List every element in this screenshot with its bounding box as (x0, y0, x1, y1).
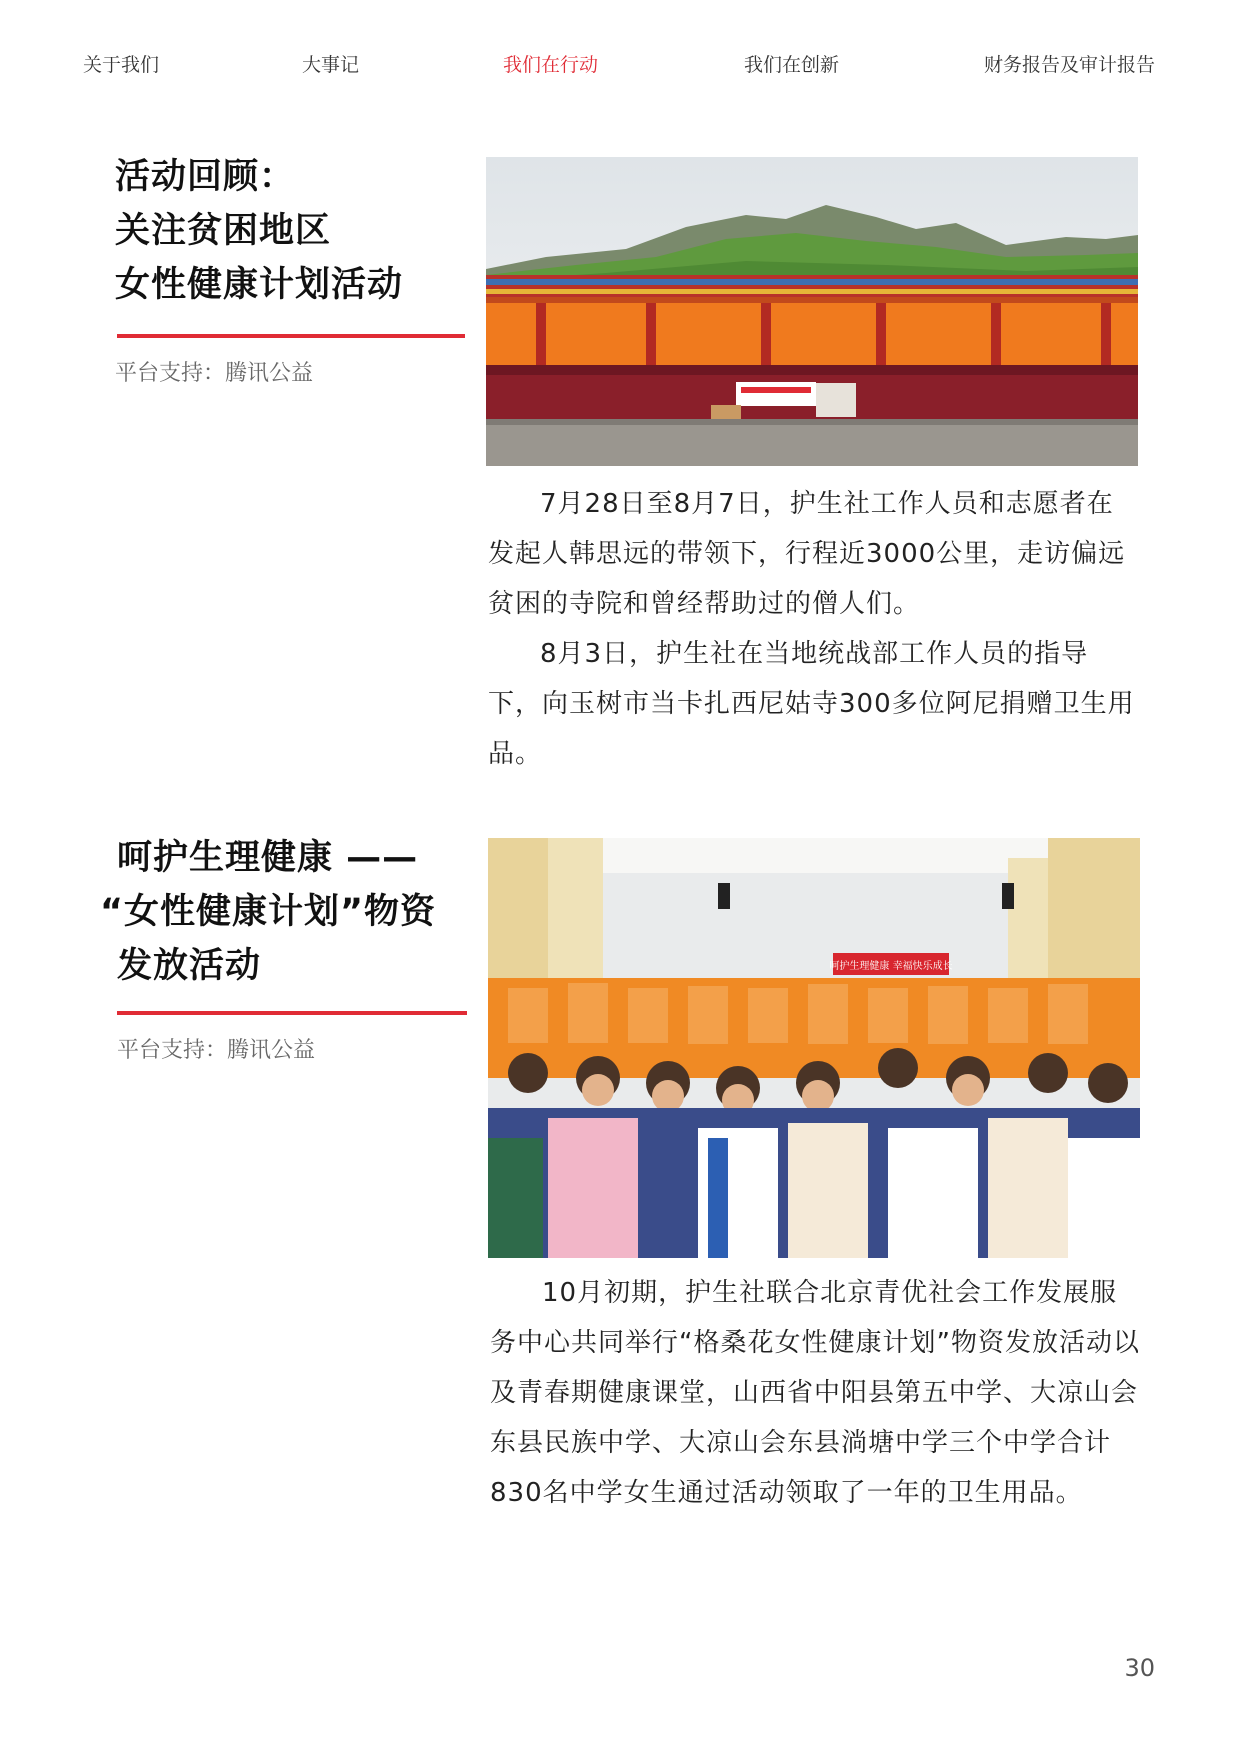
section2-paragraph: 10月初期，护生社联合北京青优社会工作发展服务中心共同举行“格桑花女性健康计划”物资发放活动以及青春期健康课堂，山西省中阳县第五中学、大凉山会东县民族中学、大凉山会东县淌塘中学三个中学合计830名中学女生通过活动领取了一年的卫生用品。 (490, 1278, 1140, 1508)
nav-item-in-action[interactable]: 我们在行动 (503, 54, 599, 76)
section1-title (115, 150, 403, 312)
section2-title-line: 发放活动 (117, 946, 262, 986)
nav-item-innovation[interactable]: 我们在创新 (744, 54, 840, 76)
classroom-distribution-photo (488, 838, 1140, 1258)
nav-item-about[interactable]: 关于我们 (83, 54, 160, 76)
temple-group-photo (486, 157, 1138, 466)
section2-body (490, 1268, 1142, 1518)
section1-paragraph: 8月3日，护生社在当地统战部工作人员的指导下，向玉树市当卡扎西尼姑寺300多位阿尼捐赠卫生用品。 (488, 639, 1135, 769)
section1-body (488, 479, 1140, 779)
section1-divider (117, 334, 465, 338)
classroom-banner-text: 呵护生理健康 幸福快乐成长 (829, 961, 953, 972)
section1-platform-support: 平台支持：腾讯公益 (115, 361, 314, 386)
section1-paragraph: 7月28日至8月7日，护生社工作人员和志愿者在发起人韩思远的带领下，行程近3000公里，走访偏远贫困的寺院和曾经帮助过的僧人们。 (488, 489, 1126, 619)
section2-platform-support: 平台支持：腾讯公益 (117, 1038, 316, 1063)
section1-title-line: 关注贫困地区 (115, 211, 332, 251)
page-number: 30 (1124, 1654, 1155, 1682)
section2-title (100, 831, 436, 993)
nav-item-milestones[interactable]: 大事记 (302, 54, 360, 76)
section2-title-line: “女性健康计划”物资 (100, 892, 437, 932)
section1-title-line: 活动回顾： (115, 157, 296, 197)
section2-title-line: 呵护生理健康 —— (117, 838, 419, 878)
section1-title-line: 女性健康计划活动 (115, 265, 404, 305)
nav-item-financial-report[interactable]: 财务报告及审计报告 (984, 54, 1156, 76)
section2-divider (117, 1011, 467, 1015)
top-nav (0, 50, 1240, 80)
